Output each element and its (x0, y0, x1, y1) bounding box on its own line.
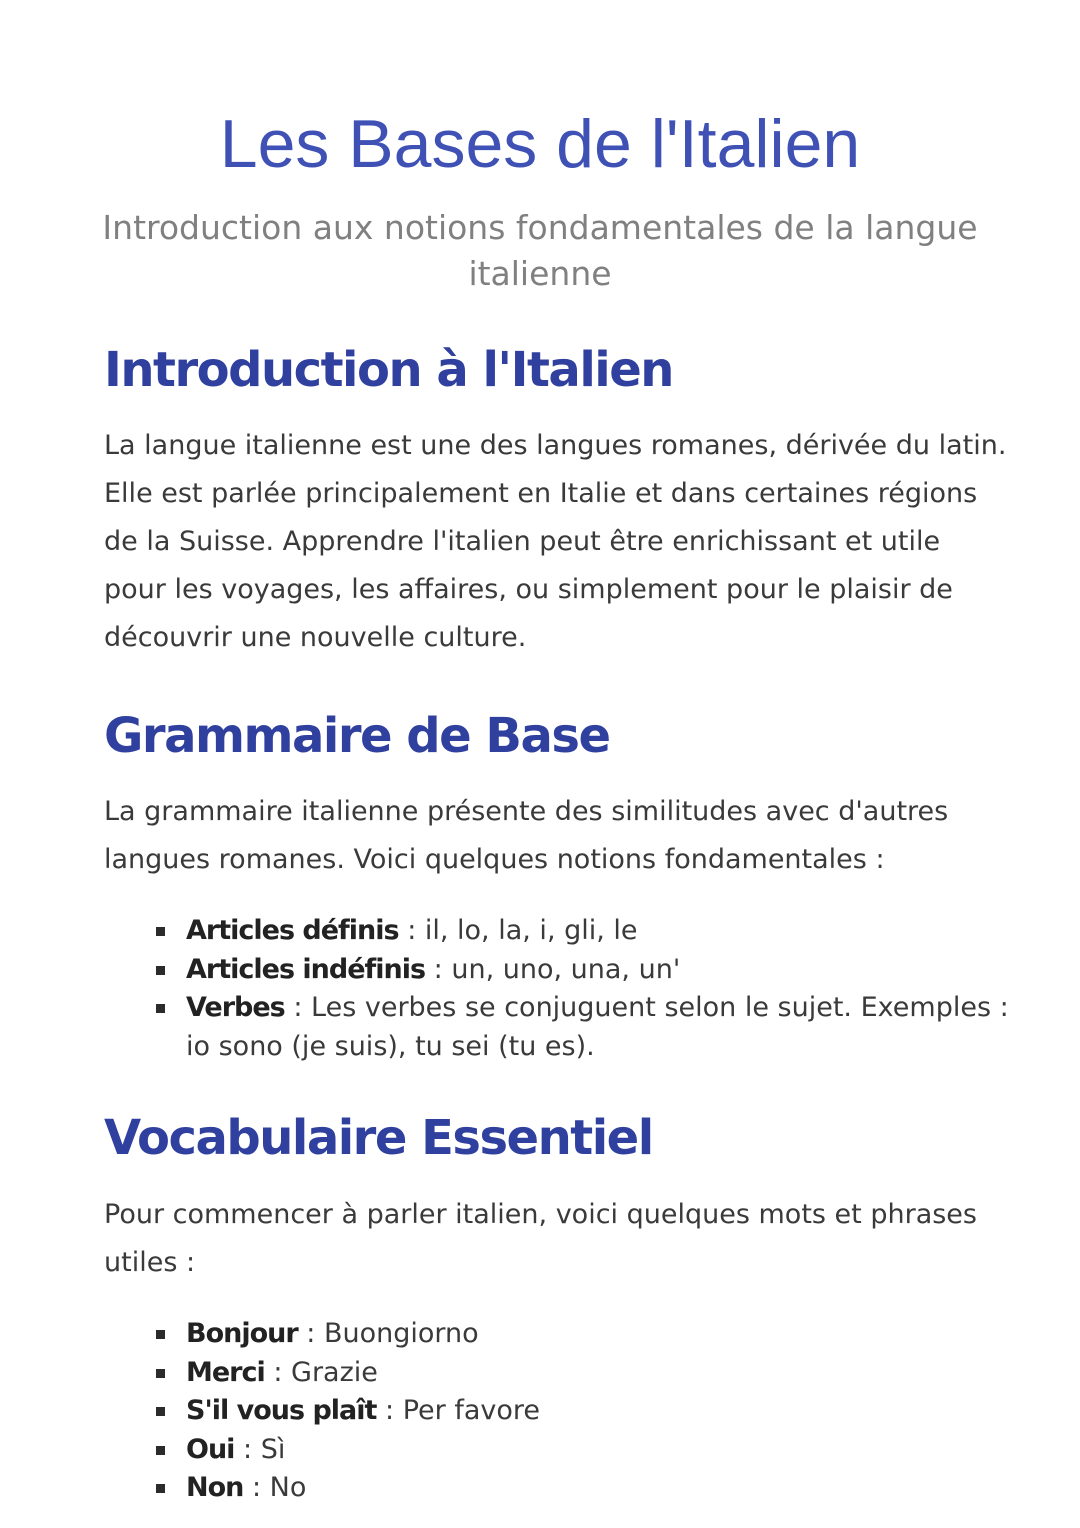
item-text: : Grazie (264, 1356, 378, 1388)
item-text: : Sì (234, 1433, 286, 1465)
subtitle-line: Introduction aux notions fondamentales de la langue (102, 208, 978, 247)
paragraph-line: langues romanes. Voici quelques notions fondamentales : (104, 844, 885, 875)
item-continuation: io sono (je suis), tu sei (tu es). (186, 1030, 595, 1062)
list-item (104, 1392, 984, 1431)
subtitle-line: italienne (468, 254, 612, 293)
list-item (104, 1431, 984, 1470)
section-paragraph-grammaire (104, 788, 984, 884)
paragraph-line: La langue italienne est une des langues romanes, dérivée du latin. (104, 430, 1007, 461)
item-term: Verbes (186, 992, 285, 1023)
section-heading-introduction: Introduction à l'Italien (104, 342, 673, 398)
grammar-list (104, 912, 1009, 1066)
section-heading-grammaire: Grammaire de Base (104, 708, 610, 764)
item-term: Oui (186, 1433, 235, 1465)
item-term: Bonjour (186, 1318, 298, 1349)
paragraph-line: de la Suisse. Apprendre l'italien peut être enrichissant et utile (104, 526, 941, 557)
item-term: Articles définis (186, 915, 399, 946)
item-text: : Les verbes se conjuguent selon le sujet. Exemples : (284, 992, 1009, 1023)
item-term: S'il vous plaît (186, 1395, 377, 1426)
paragraph-line: utiles : (104, 1247, 196, 1278)
paragraph-line: découvrir une nouvelle culture. (104, 622, 527, 653)
paragraph-line: Elle est parlée principalement en Italie et dans certaines régions (104, 478, 978, 509)
item-text: : No (243, 1472, 307, 1503)
item-term: Non (186, 1472, 244, 1503)
item-term: Articles indéfinis (186, 953, 426, 985)
list-item (104, 1469, 984, 1508)
item-term: Merci (186, 1356, 265, 1388)
section-paragraph-vocabulaire (104, 1191, 984, 1287)
paragraph-line: Pour commencer à parler italien, voici quelques mots et phrases (104, 1199, 977, 1230)
list-item (104, 1315, 984, 1354)
list-item (104, 989, 1009, 1066)
vocabulary-list (104, 1315, 984, 1508)
list-item (104, 1354, 984, 1393)
paragraph-line: La grammaire italienne présente des similitudes avec d'autres (104, 796, 949, 827)
item-text: : il, lo, la, i, gli, le (398, 915, 638, 946)
list-item (104, 912, 984, 951)
page-subtitle (0, 205, 1080, 297)
section-paragraph-introduction (104, 422, 1007, 662)
page-title: Les Bases de l'Italien (219, 106, 861, 182)
item-text: : Buongiorno (297, 1318, 479, 1349)
list-item (104, 951, 984, 990)
item-text: : Per favore (376, 1395, 540, 1426)
section-heading-vocabulaire: Vocabulaire Essentiel (104, 1110, 653, 1166)
paragraph-line: pour les voyages, les affaires, ou simplement pour le plaisir de (104, 574, 953, 605)
item-text: : un, uno, una, un' (425, 953, 681, 985)
